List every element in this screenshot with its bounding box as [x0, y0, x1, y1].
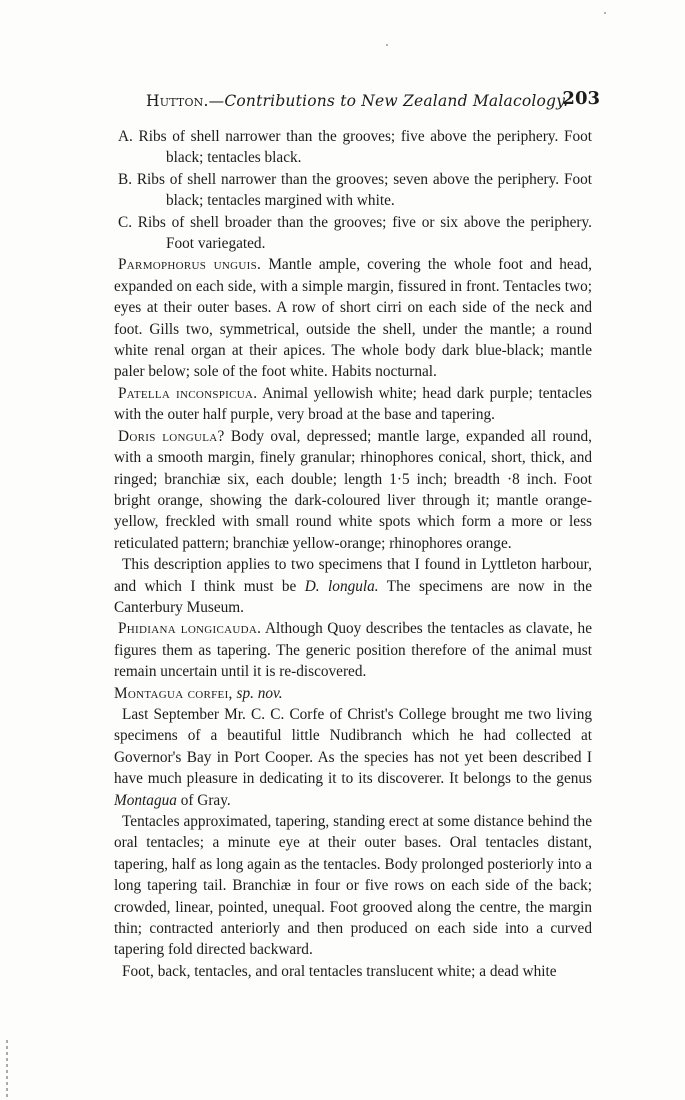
species-novelty: sp. nov.: [236, 684, 283, 702]
genus-italic: Montagua: [114, 791, 177, 809]
paragraph-montagua-intro: [114, 704, 592, 811]
paragraph-doris-note: [114, 554, 592, 618]
species-italic: D. longula.: [304, 577, 379, 595]
species-name: Doris longula?: [118, 427, 225, 445]
paragraph-parmophorus: [114, 254, 592, 382]
running-title: [146, 92, 568, 110]
species-name: Phidiana longicauda.: [118, 620, 262, 638]
paragraph-patella: [114, 383, 592, 426]
paragraph-montagua-description: Tentacles approximated, tapering, standing erect at some distance behind the oral tentacles; a minute eye at their outer bases. Oral tentacles distant, tapering, half as long again as the tentacles. Body prolonged posteriorly into a long tapering tail. Branchiæ in four or five rows on each side of the back; crowded, linear, pointed, unequal. Foot grooved along the centre, the margin thin; contracted anteriorly and then produced on each side into a curved tapering fold directed backward.: [114, 813, 592, 959]
key-text: Ribs of shell narrower than the grooves; seven above the periphery. Foot black; tentacles margined with white.: [136, 170, 593, 210]
running-header: [110, 88, 600, 114]
key-letter: B.: [118, 170, 133, 188]
page-number: 203: [562, 88, 600, 109]
specks: [386, 44, 388, 46]
paragraph-doris: [114, 426, 592, 554]
key-letter: C.: [118, 213, 133, 231]
key-item-c: [114, 212, 592, 255]
margin-rule: [6, 1040, 8, 1100]
species-name: Montagua corfei,: [114, 684, 233, 702]
paragraph-text: Although Quoy describes the tentacles as clavate, he figures them as tapering. The generic position therefore of the animal must remain uncertain until it is re-discovered.: [114, 620, 592, 681]
key-item-b: [114, 169, 592, 212]
header-author: Hutton: [146, 92, 204, 110]
paragraph-text: The specimens are now in the Canterbury Museum.: [114, 577, 592, 616]
key-letter: A.: [118, 128, 133, 145]
key-item-a: [114, 126, 592, 169]
paragraph-text: of Gray.: [176, 791, 231, 809]
key-text: Ribs of shell narrower than the grooves; five above the periphery. Foot black; tentacles black.: [138, 128, 592, 167]
key-text: Ribs of shell broader than the grooves; five or six above the periphery. Foot variegated.: [137, 213, 592, 253]
paragraph-text: Mantle ample, covering the whole foot and head, expanded on each side, with a simple margin, fissured in front. Tentacles two; eyes at their outer bases. A row of short cirri on each side of the neck and foot. Gills two, symmetrical, outside the shell, under the mantle; a round white renal organ at their apices. The whole body dark blue-black; mantle paler below; sole of the foot white. Habits nocturnal.: [114, 256, 592, 381]
specks: [604, 12, 606, 14]
paragraph-text: Last September Mr. C. C. Corfe of Christ's College brought me two living specimens of a beautiful little Nudibranch which he had collected at Governor's Bay in Port Cooper. As the species has not yet been described I have much pleasure in dedicating it to its discoverer. It belongs to the genus: [114, 705, 592, 788]
species-name: Patella inconspicua.: [118, 384, 258, 402]
paragraph-montagua-colour: Foot, back, tentacles, and oral tentacles translucent white; a dead white: [122, 962, 557, 980]
paragraph-phidiana: [114, 618, 592, 682]
body-text: [114, 126, 592, 982]
species-name: Parmophorus unguis.: [118, 256, 262, 274]
paragraph-text: Body oval, depressed; mantle large, expanded all round, with a smooth margin, finely granular; rhinophores conical, short, thick, and ringed; branchiæ six, each double; length 1·5 inch; breadth ·8 inch. Foot bright orange, showing the dark-coloured liver through it; mantle orange-yellow, freckled with small round white spots which form a more or less reticulated pattern; branchiæ yellow-orange; rhinophores orange.: [114, 427, 592, 552]
montagua-heading: [114, 683, 592, 704]
header-separator: .—: [203, 92, 225, 110]
paragraph-text: This description applies to two specimens that I found in Lyttleton harbour, and which I think must be: [114, 556, 592, 595]
paragraph-text: Animal yellowish white; head dark purple; tentacles with the outer half purple, very broad at the base and tapering.: [114, 384, 592, 424]
header-title: Contributions to New Zealand Malacology.: [224, 92, 569, 110]
